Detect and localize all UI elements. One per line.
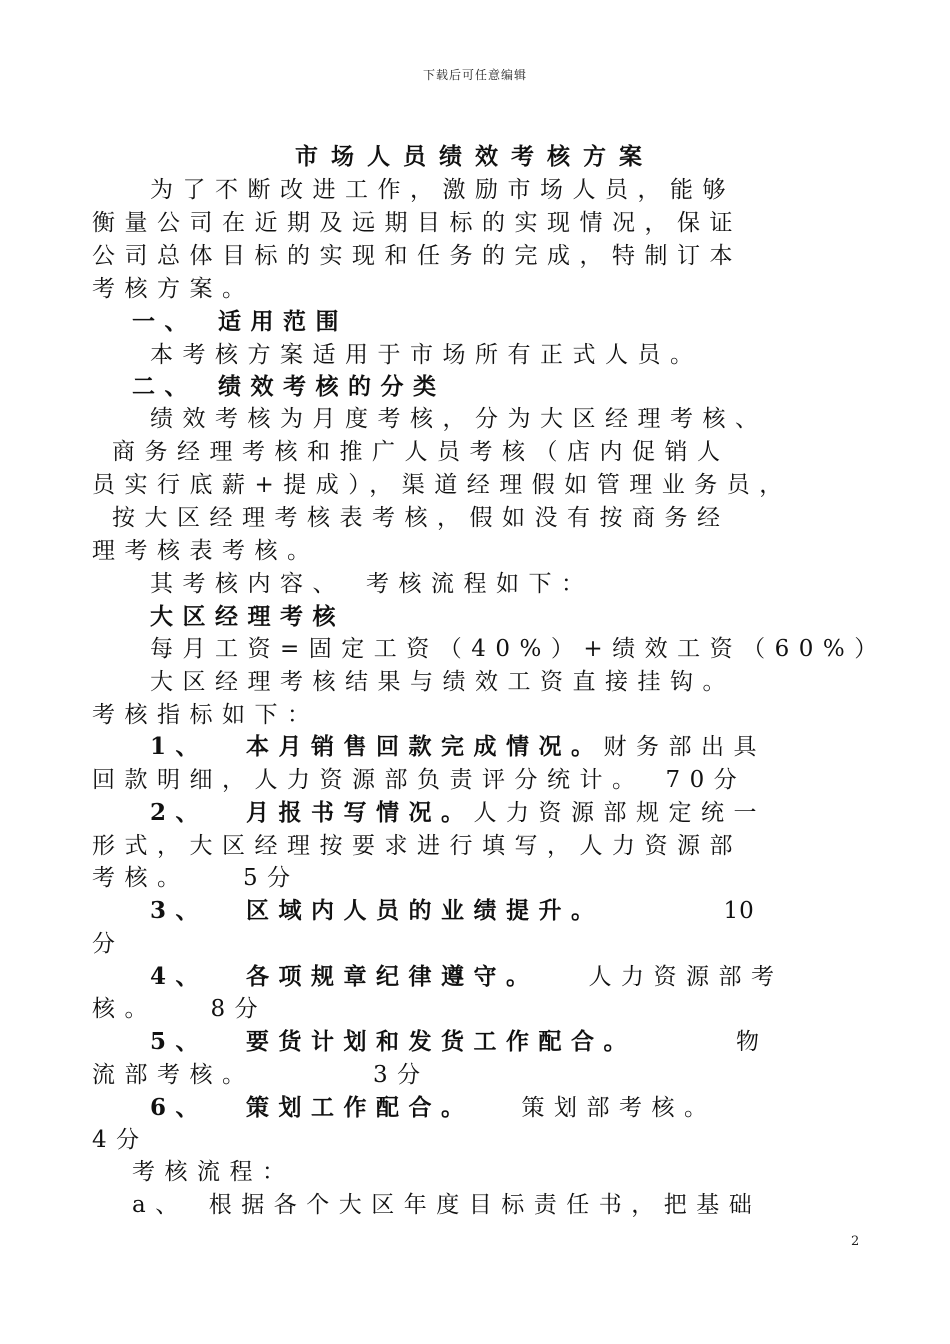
item-number: 3、	[150, 897, 209, 924]
item-tail: 策划部考核。	[521, 1095, 717, 1121]
paragraph-line: 考核方案。	[92, 276, 255, 302]
item-number: 4、	[150, 963, 209, 990]
paragraph-line: 4分	[92, 1127, 149, 1153]
paragraph-line: 理考核表考核。	[92, 538, 320, 564]
item-number: 1、	[150, 733, 209, 760]
paragraph-line: 按大区经理考核表考核，假如没有按商务经	[112, 505, 730, 531]
paragraph-line: 为了不断改进工作，激励市场人员，能够	[150, 177, 735, 203]
paragraph-line: 绩效考核为月度考核，分为大区经理考核、	[150, 406, 768, 432]
page-number: 2	[851, 1234, 860, 1249]
header-note: 下载后可任意编辑	[422, 68, 527, 82]
item-title: 区域内人员的业绩提升。	[246, 897, 604, 924]
indicator-item-4	[150, 961, 910, 993]
paragraph-line: 员实行底薪+提成），渠道经理假如管理业务员，	[92, 472, 792, 498]
item-tail: 人力资源部规定统一	[473, 800, 767, 826]
paragraph-line: 核。 8分	[92, 996, 268, 1022]
item-title: 月报书写情况。	[246, 799, 474, 826]
paragraph-line: 衡量公司在近期及远期目标的实现情况，保证	[92, 210, 742, 236]
indicator-item-2	[150, 797, 910, 829]
paragraph-line: 形式，大区经理按要求进行填写，人力资源部	[92, 833, 742, 859]
item-tail: 10	[723, 898, 755, 924]
indicator-item-5	[150, 1026, 910, 1058]
document-title: 市场人员绩效考核方案	[295, 143, 655, 170]
subsection-heading-regional-manager: 大区经理考核	[150, 603, 345, 630]
item-tail: 财务部出具	[603, 734, 767, 760]
item-title: 各项规章纪律遵守。	[246, 963, 539, 990]
indicator-item-1	[150, 731, 910, 763]
paragraph-line: 本考核方案适用于市场所有正式人员。	[150, 342, 703, 368]
item-title: 要货计划和发货工作配合。	[246, 1028, 637, 1055]
paragraph-line: 回款明细，人力资源部负责评分统计。 70分	[92, 767, 747, 793]
paragraph-line: 商务经理考核和推广人员考核（店内促销人	[112, 439, 730, 465]
process-heading: 考核流程：	[132, 1159, 295, 1185]
paragraph-line: 考核。 5分	[92, 865, 300, 891]
item-tail: 人力资源部考	[588, 964, 784, 990]
item-number: 6、	[150, 1094, 209, 1121]
section-heading-scope: 一、 适用范围	[132, 308, 348, 335]
item-number: 5、	[150, 1028, 209, 1055]
paragraph-line: a、 根据各个大区年度目标责任书，把基础	[132, 1192, 762, 1218]
item-number: 2、	[150, 799, 209, 826]
paragraph-line: 流部考核。 3分	[92, 1062, 430, 1088]
paragraph-line: 公司总体目标的实现和任务的完成，特制订本	[92, 243, 742, 269]
paragraph-line: 分	[92, 931, 125, 957]
salary-formula: 每月工资=固定工资（40%）+绩效工资（60%）	[150, 636, 887, 662]
item-title: 策划工作配合。	[246, 1094, 474, 1121]
section-heading-classification: 二、 绩效考核的分类	[132, 373, 446, 400]
indicator-item-6	[150, 1092, 910, 1124]
indicator-item-3	[150, 895, 910, 927]
item-title: 本月销售回款完成情况。	[246, 733, 604, 760]
item-tail: 物	[736, 1029, 769, 1055]
paragraph-line: 大区经理考核结果与绩效工资直接挂钩。	[150, 669, 735, 695]
paragraph-line: 其考核内容、 考核流程如下：	[150, 571, 594, 597]
paragraph-line: 考核指标如下：	[92, 702, 320, 728]
